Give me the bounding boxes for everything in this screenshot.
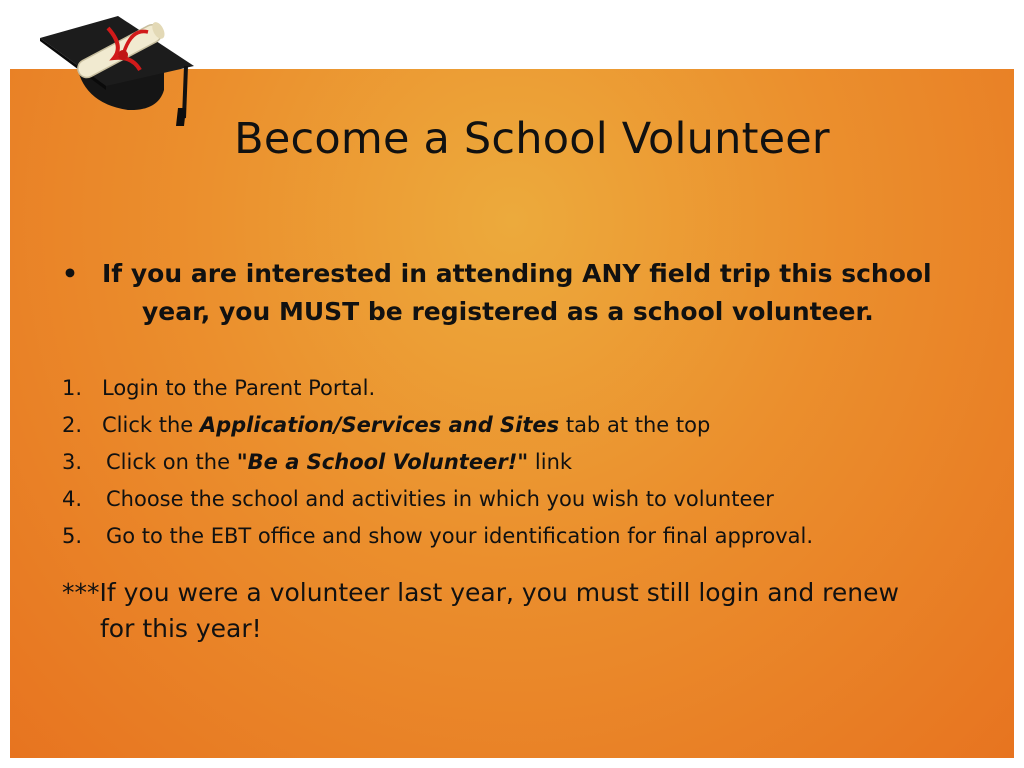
- renewal-note-line-2: for this year!: [100, 614, 262, 643]
- step-emphasis: "Be a School Volunteer!": [236, 450, 529, 474]
- main-bullet-line-2: year, you MUST be registered as a school volunteer.: [142, 297, 874, 326]
- step-emphasis: Application/Services and Sites: [199, 413, 560, 437]
- step-item: [62, 444, 982, 481]
- step-text: Click the: [102, 413, 200, 437]
- slide-title: Become a School Volunteer: [234, 114, 830, 164]
- renewal-note-line-1: ***If you were a volunteer last year, you must still login and renew: [62, 578, 899, 607]
- step-number: 5.: [62, 524, 83, 548]
- graduation-cap-icon: [36, 8, 206, 130]
- step-text: Click on the: [106, 450, 237, 474]
- step-number: 2.: [62, 413, 83, 437]
- step-number: 4.: [62, 487, 83, 511]
- step-text: Choose the school and activities in which you wish to volunteer: [106, 487, 774, 511]
- step-text: Login to the Parent Portal.: [102, 376, 376, 400]
- main-bullet-line-1: If you are interested in attending ANY field trip this school: [102, 259, 932, 288]
- steps-list: [62, 370, 982, 555]
- step-number: 3.: [62, 450, 83, 474]
- step-text-post: link: [528, 450, 573, 474]
- step-text: Go to the EBT office and show your identification for final approval.: [106, 524, 814, 548]
- step-text-post: tab at the top: [559, 413, 711, 437]
- step-item: [62, 518, 982, 555]
- step-item: [62, 481, 982, 518]
- step-number: 1.: [62, 376, 83, 400]
- renewal-note: [62, 575, 982, 647]
- bullet-marker: •: [62, 259, 78, 288]
- step-item: [62, 370, 982, 407]
- main-bullet-text: [62, 255, 982, 331]
- main-bullet: [62, 255, 982, 331]
- step-item: [62, 407, 982, 444]
